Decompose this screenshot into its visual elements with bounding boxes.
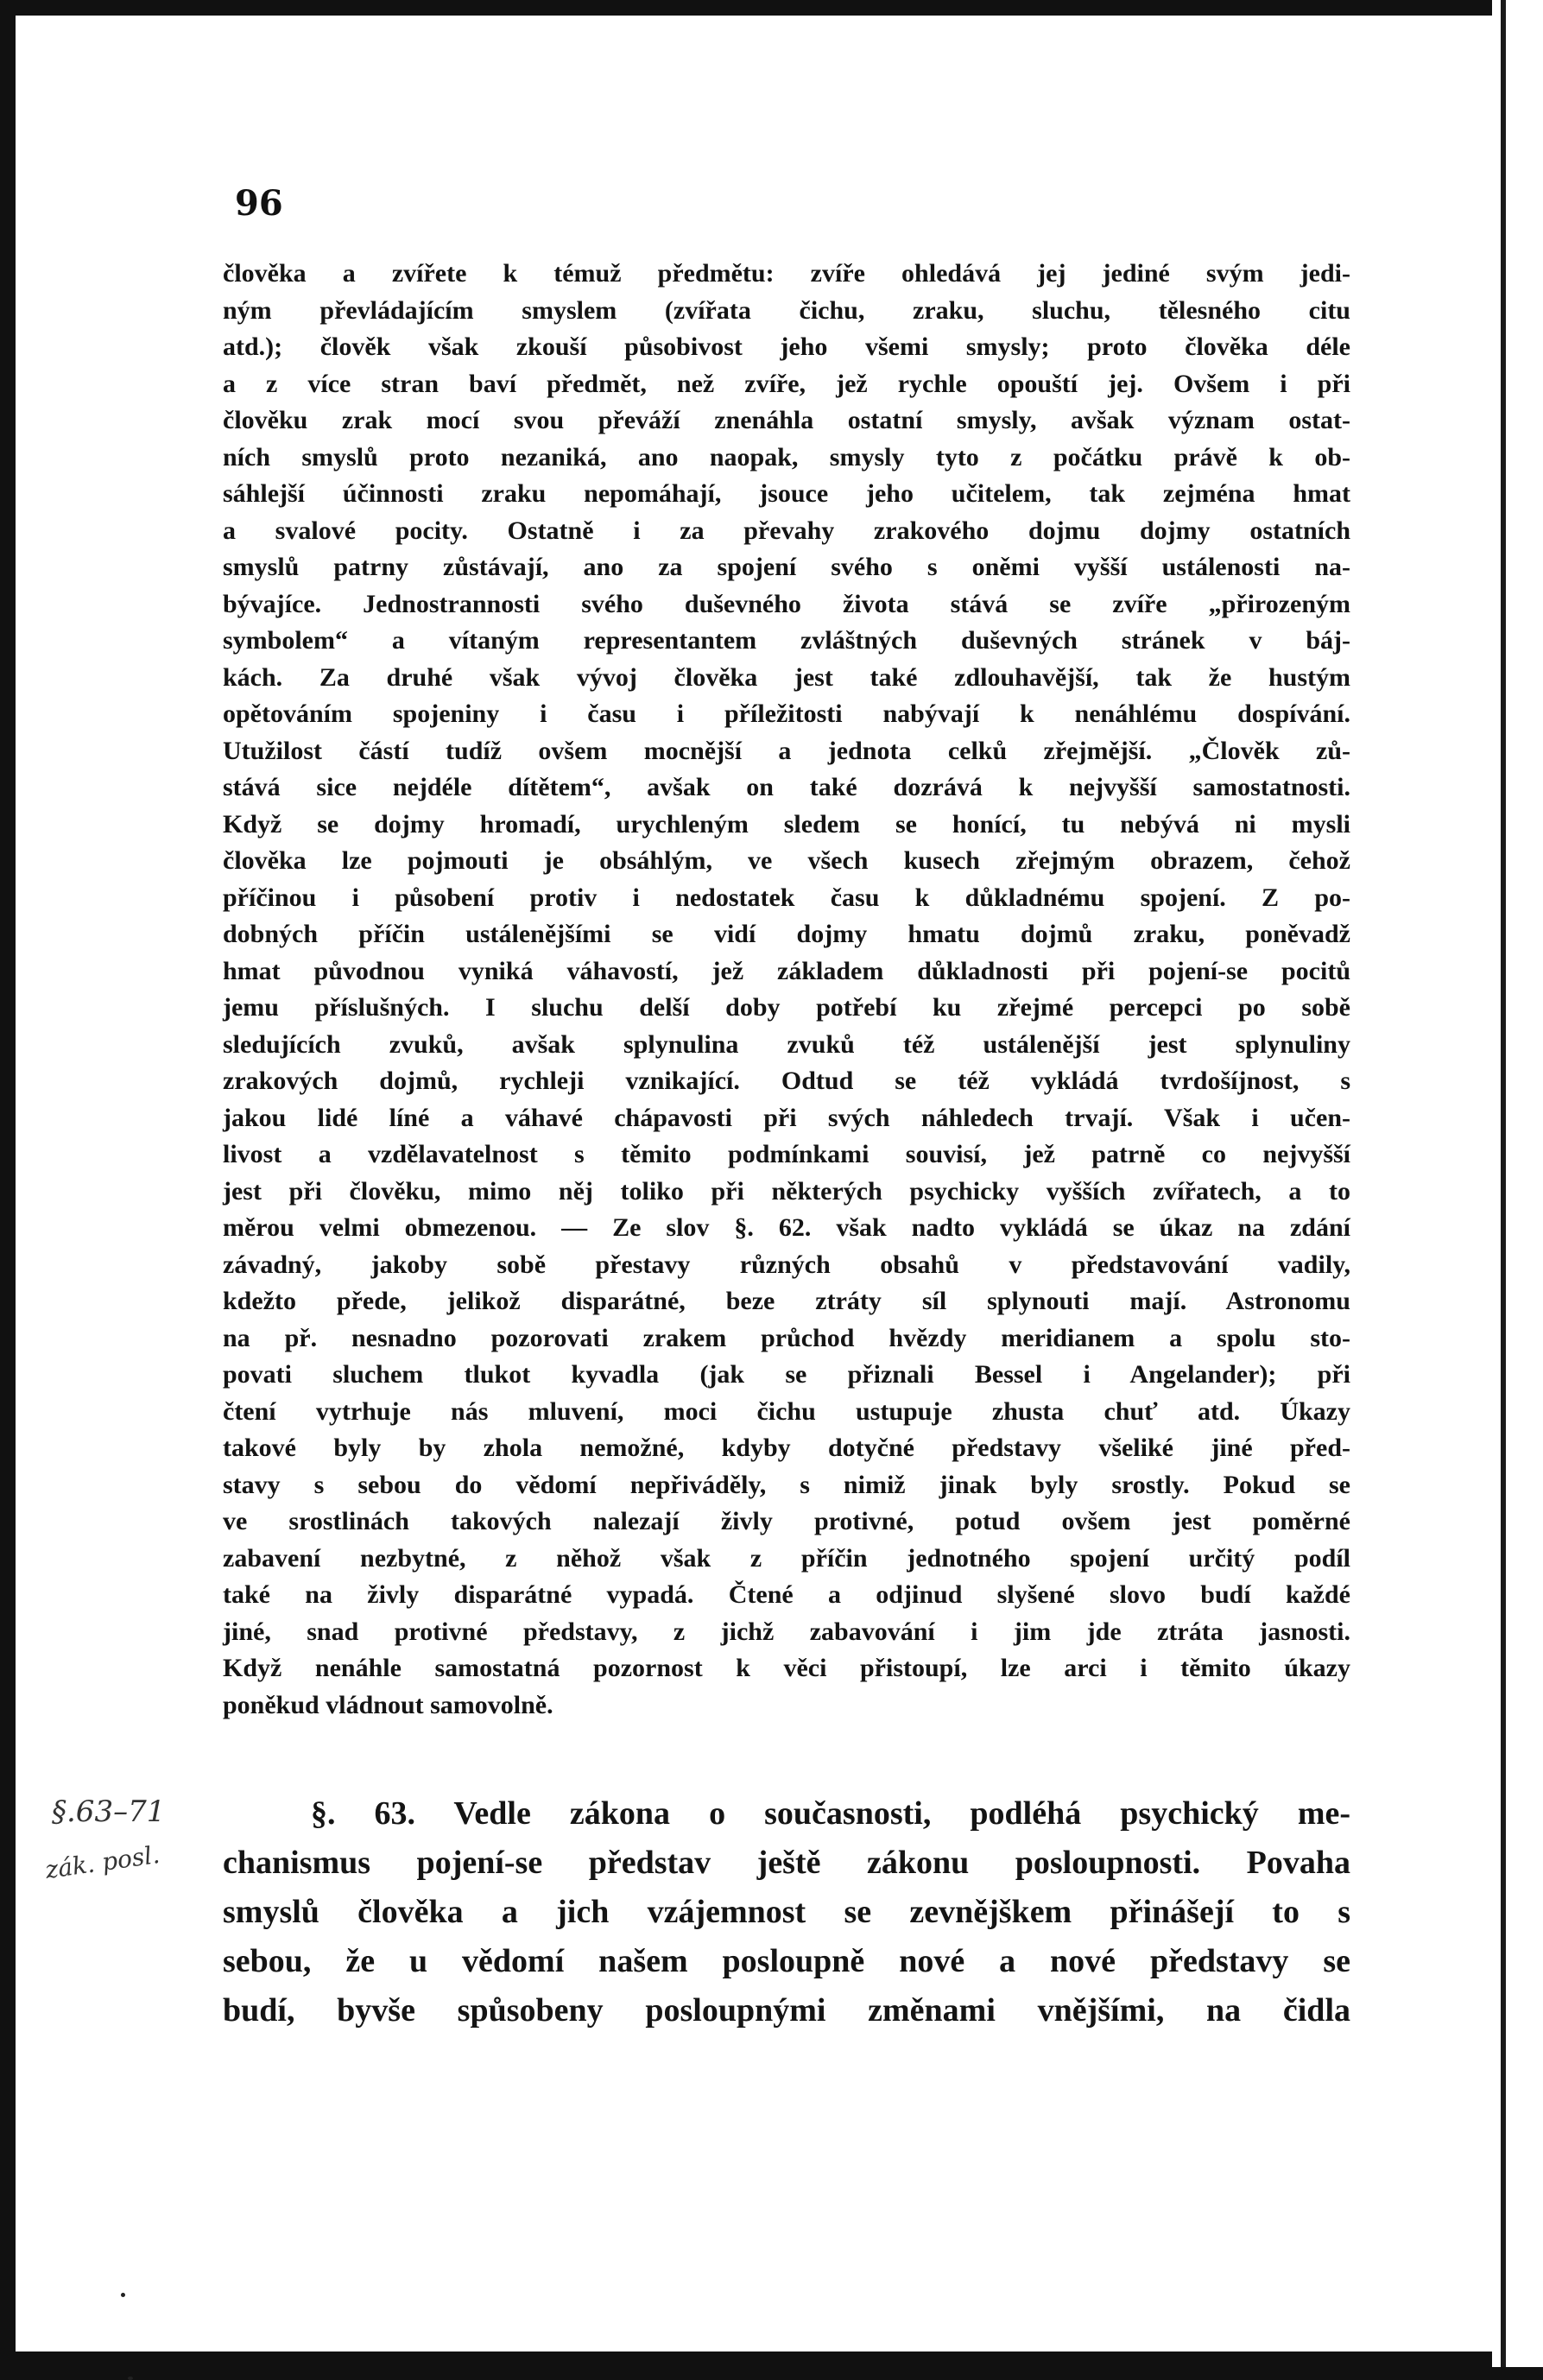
text-line: stává sice nejdéle dítětem“, avšak on také dozrává k nejvyšší samostatnosti.: [223, 773, 1350, 801]
text-line: zrakových dojmů, rychleji vznikající. Odtud se též vykládá tvrdošíjnost, s: [223, 1067, 1350, 1095]
text-line: měrou velmi obmezenou. — Ze slov §. 62. však nadto vykládá se úkaz na zdání: [223, 1213, 1350, 1242]
text-line: jakou lidé líné a váhavé chápavosti při svých náhledech trvají. Však i učen-: [223, 1103, 1350, 1132]
text-line: člověka a zvířete k témuž předmětu: zvíře ohledává jej jediné svým jedi-: [223, 259, 1350, 288]
text-line: smyslů patrny zůstávají, ano za spojení svého s oněmi vyšší ustálenosti na-: [223, 553, 1350, 581]
text-line: budí, byvše spůsobeny posloupnými změnami vnějšími, na čidla: [223, 1992, 1350, 2029]
text-line: bývajíce. Jednostrannosti svého duševného života stává se zvíře „přirozeným: [223, 589, 1350, 618]
text-line: čtení vytrhuje nás mluvení, moci čichu ustupuje zhusta chuť atd. Úkazy: [223, 1396, 1350, 1426]
text-line: Když nenáhle samostatná pozornost k věci přistoupí, lze arci i těmito úkazy: [223, 1654, 1350, 1682]
text-line: opětováním spojeniny i času i příležitosti nabývají k nenáhlému dospívání.: [223, 699, 1350, 728]
page-number: 96: [235, 183, 283, 224]
text-line: a svalové pocity. Ostatně i za převahy zrakového dojmu dojmy ostatních: [223, 516, 1350, 545]
body-text: [223, 256, 1350, 1724]
text-line: §. 63. Vedle zákona o současnosti, podléhá psychický me-: [311, 1795, 1350, 1832]
text-line: člověku zrak mocí svou převáží znenáhla ostatní smysly, avšak význam ostat-: [223, 406, 1350, 434]
text-line: ným převládajícím smyslem (zvířata čichu, zraku, sluchu, tělesného citu: [223, 295, 1350, 325]
text-line: hmat původnou vyniká váhavostí, jež základem důkladnosti při pojení-se pocitů: [223, 956, 1350, 985]
text-line: stavy s sebou do vědomí nepřiváděly, s nimiž jinak byly srostly. Pokud se: [223, 1470, 1350, 1499]
text-line: kách. Za druhé však vývoj člověka jest také zdlouhavější, tak že hustým: [223, 662, 1350, 692]
text-line: člověka lze pojmouti je obsáhlým, ve všech kusech zřejmým obrazem, čehož: [223, 846, 1350, 875]
text-line: ních smyslů proto nezaniká, ano naopak, smysly tyto z počátku právě k ob-: [223, 442, 1350, 472]
text-line: Když se dojmy hromadí, urychleným sledem se honící, tu nebývá ni mysli: [223, 809, 1350, 839]
text-line: atd.); člověk však zkouší působivost jeho všemi smysly; proto člověka déle: [223, 332, 1350, 361]
scan-speck: [128, 2377, 133, 2380]
page-edge-rule: [1501, 0, 1506, 2367]
text-line: zabavení nezbytné, z něhož však z příčin jednotného spojení určitý podíl: [223, 1543, 1350, 1573]
text-line: chanismus pojení-se představ ještě zákonu posloupnosti. Povaha: [223, 1845, 1350, 1881]
text-line: jiné, snad protivné představy, z jichž zabavování i jim jde ztráta jasnosti.: [223, 1617, 1350, 1646]
text-line: livost a vzdělavatelnost s těmito podmínkami souvisí, jež patrně co nejvyšší: [223, 1140, 1350, 1168]
text-line: poněkud vládnout samovolně.: [223, 1690, 553, 1719]
text-line: také na živly disparátné vypadá. Čtené a odjinud slyšené slovo budí každé: [223, 1580, 1350, 1609]
text-line: a z více stran baví předmět, než zvíře, jež rychle opouští jej. Ovšem i při: [223, 369, 1350, 398]
text-line: příčinou i působení protiv i nedostatek času k důkladnému spojení. Z po-: [223, 883, 1350, 912]
text-line: smyslů člověka a jich vzájemnost se zevnějškem přinášejí to s: [223, 1894, 1350, 1930]
text-line: závadný, jakoby sobě přestavy různých obsahů v představování vadily,: [223, 1250, 1350, 1279]
scan-speck: [121, 2293, 125, 2297]
text-line: na př. nesnadno pozorovati zrakem průchod hvězdy meridianem a spolu sto-: [223, 1323, 1350, 1352]
text-line: symbolem“ a vítaným representantem zvláštných duševných stránek v báj-: [223, 626, 1350, 655]
margin-note-law: zák. posl.: [43, 1839, 161, 1885]
section-63: [223, 1789, 1350, 2035]
text-line: sáhlejší účinnosti zraku nepomáhají, jsouce jeho učitelem, tak zejména hmat: [223, 479, 1350, 508]
text-line: ve srostlinách takových nalezají živly protivné, potud ovšem jest poměrné: [223, 1507, 1350, 1535]
text-line: dobných příčin ustálenějšími se vidí dojmy hmatu dojmů zraku, poněvadž: [223, 920, 1350, 948]
text-line: Utužilost částí tudíž ovšem mocnější a jednota celků zřejmější. „Člověk zů-: [223, 736, 1350, 765]
text-line: sebou, že u vědomí našem posloupně nové a nové představy se: [223, 1943, 1350, 1979]
text-line: jest při člověku, mimo něj toliko při některých psychicky vyšších zvířatech, a to: [223, 1176, 1350, 1206]
text-line: jemu příslušných. I sluchu delší doby potřebí ku zřejmé percepci po sobě: [223, 993, 1350, 1022]
text-line: povati sluchem tlukot kyvadla (jak se přiznali Bessel i Angelander); při: [223, 1360, 1350, 1389]
text-line: sledujících zvuků, avšak splynulina zvuků též ustálenější jest splynuliny: [223, 1029, 1350, 1059]
scan-edge-right: [1492, 0, 1543, 2367]
margin-note-section-range: §.63–71: [52, 1794, 166, 1829]
text-line: kdežto přede, jelikož disparátné, beze ztráty síl splynouti mají. Astronomu: [223, 1287, 1350, 1315]
text-line: takové byly by zhola nemožné, kdyby dotyčné představy všeliké jiné před-: [223, 1434, 1350, 1462]
